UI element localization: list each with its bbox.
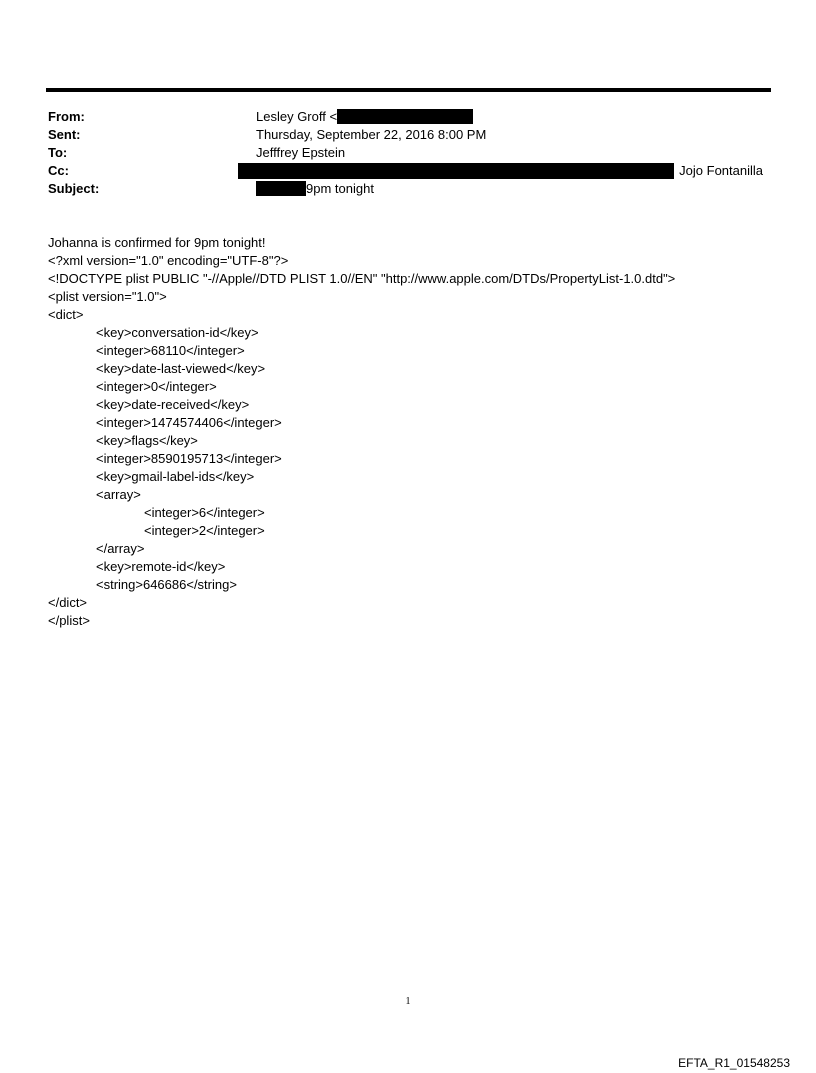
email-body [48,234,788,630]
body-line: <key>remote-id</key> [96,559,226,574]
body-line: </dict> [48,595,88,610]
sent-value: Thursday, September 22, 2016 8:00 PM [256,127,487,142]
body-line: <key>gmail-label-ids</key> [96,469,255,484]
redaction-block [238,163,674,179]
from-label: From: [48,109,85,124]
from-value [256,108,473,126]
body-line: <key>flags</key> [96,433,198,448]
body-line: <key>date-received</key> [96,397,250,412]
body-line: <key>date-last-viewed</key> [96,361,266,376]
subject-row [48,180,778,198]
from-name: Lesley Groff < [256,109,338,124]
body-line: </plist> [48,613,90,628]
body-line: <integer>0</integer> [96,379,217,394]
body-line: <!DOCTYPE plist PUBLIC "-//Apple//DTD PLIST 1.0//EN" "http://www.apple.com/DTDs/PropertyList-1.0.dtd"> [48,271,676,286]
redaction-block [337,109,473,124]
body-line: <array> [96,487,141,502]
body-line: <integer>1474574406</integer> [96,415,282,430]
redaction-block [256,181,306,196]
to-row [48,144,778,162]
body-line: Johanna is confirmed for 9pm tonight! [48,235,266,250]
body-line: <string>646686</string> [96,577,237,592]
subject-value [256,180,374,198]
cc-row [48,162,778,180]
subject-label: Subject: [48,181,100,196]
body-line: <integer>8590195713</integer> [96,451,282,466]
body-line: <plist version="1.0"> [48,289,167,304]
header-rule [46,88,771,92]
sent-row [48,126,778,144]
body-line: <?xml version="1.0" encoding="UTF-8"?> [48,253,289,268]
body-line: <dict> [48,307,84,322]
email-header [48,108,778,198]
body-line: <integer>6</integer> [144,505,265,520]
subject-text: 9pm tonight [306,181,374,196]
to-value: Jefffrey Epstein [256,145,346,160]
document-id: EFTA_R1_01548253 [678,1056,790,1070]
sent-label: Sent: [48,127,81,142]
from-row [48,108,778,126]
cc-label: Cc: [48,163,69,178]
to-label: To: [48,145,68,160]
body-line: <integer>2</integer> [144,523,265,538]
body-line: <integer>68110</integer> [96,343,245,358]
body-line: <key>conversation-id</key> [96,325,259,340]
page-number: 1 [405,996,411,1007]
cc-name: Jojo Fontanilla [679,163,763,178]
body-line: </array> [96,541,145,556]
